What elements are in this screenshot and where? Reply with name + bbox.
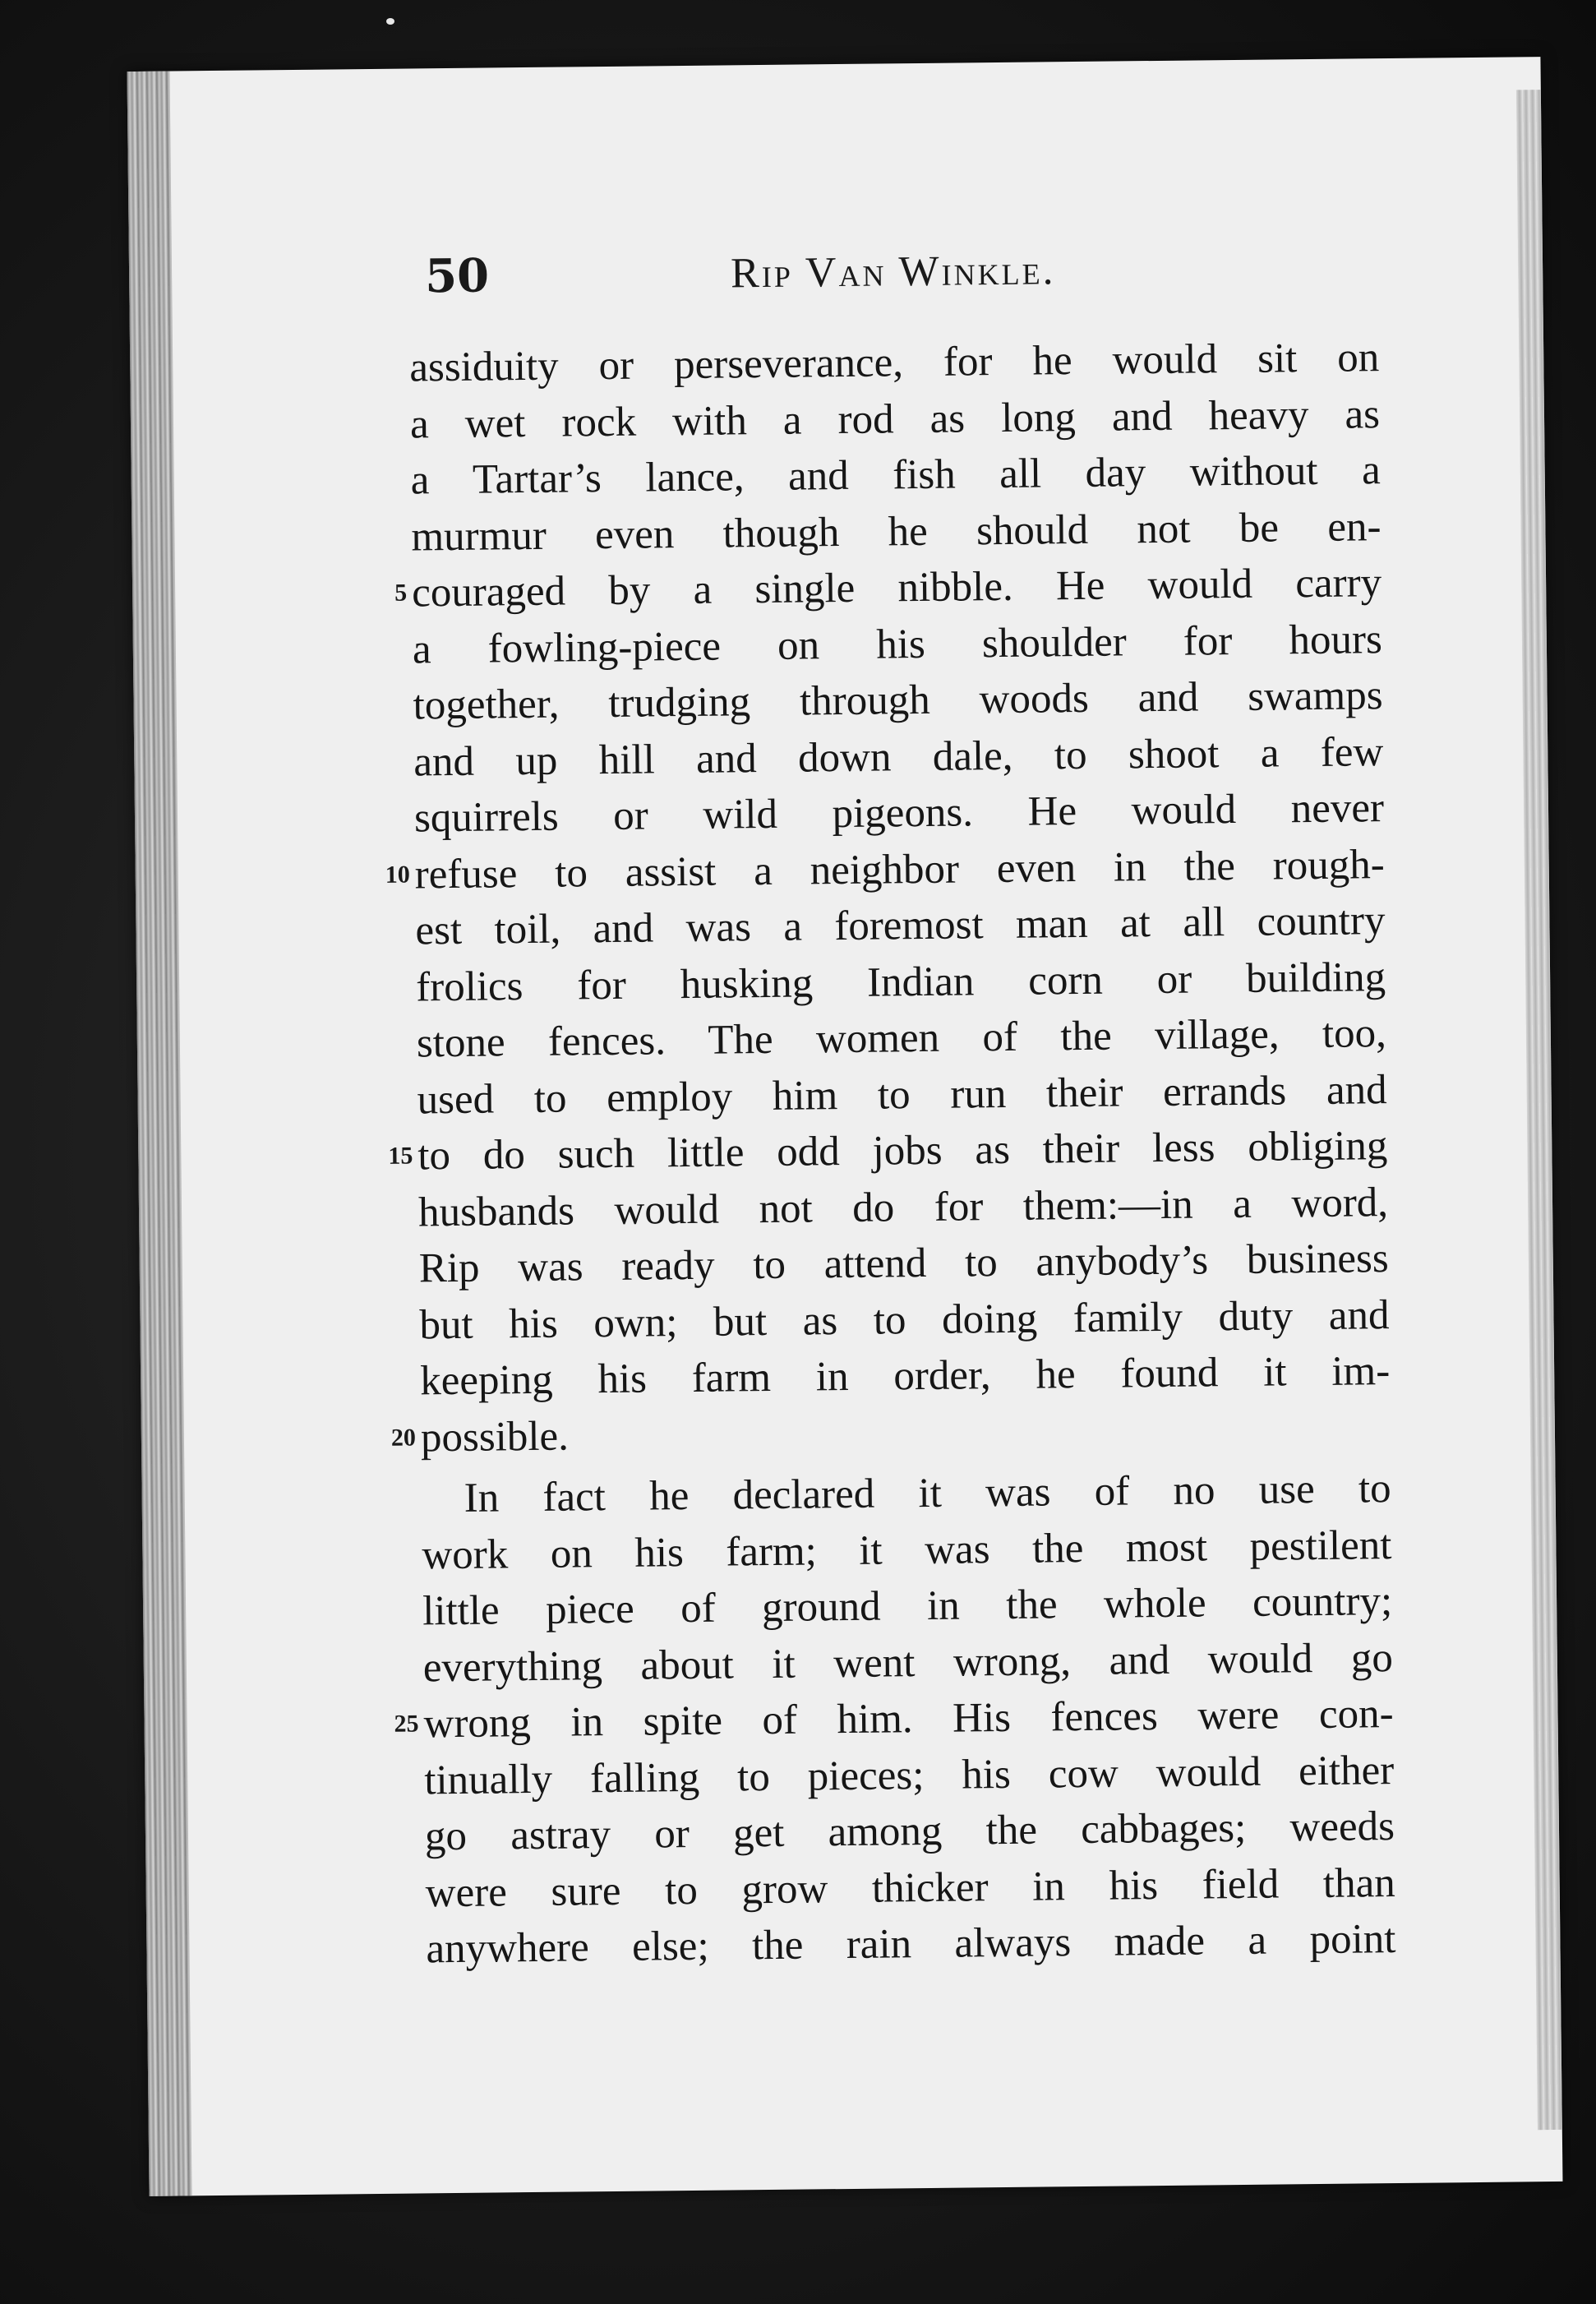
line-text: assiduity or perseverance, for he would sit on [409,335,1380,391]
line-text: possible. [420,1413,570,1461]
line-text: everything about it went wrong, and would go [422,1634,1394,1691]
line-text: refuse to assist a neighbor even in the rough- [414,841,1385,898]
text-line [413,667,1383,734]
line-number: 5 [394,579,408,607]
line-number [371,1072,412,1073]
text-line [414,780,1385,847]
line-text: wrong in spite of him. His fences were con- [423,1691,1394,1748]
line-text: frolics for husking Indian corn or building [415,953,1386,1010]
line-number [379,1808,420,1809]
text-line [425,1798,1395,1865]
line-number: 25 [394,1710,419,1738]
text-line [425,1855,1395,1922]
line-number: 20 [390,1423,417,1452]
text-line [418,1230,1389,1297]
line-number: 10 [385,861,410,889]
line-text: to do such little odd jobs as their less obliging [417,1123,1388,1180]
line-number [364,453,405,454]
text-line [410,386,1381,453]
text-line [385,837,1385,903]
page-number: 50 [424,248,490,304]
line-text: est toil, and was a foremost man at all country [415,898,1386,954]
scan-speck [386,18,394,25]
text-line [415,893,1386,959]
text-line [390,1400,1391,1466]
text-line [426,1911,1396,1978]
line-text: work on his farm; it was the most pestilent [422,1521,1392,1578]
text-line [394,1686,1394,1752]
line-text: a wet rock with a rod as long and heavy as [409,390,1381,447]
text-line [388,1118,1388,1184]
running-title: Rip Van Winkle. [730,247,1056,298]
line-number [367,734,408,735]
page-header [129,238,1543,318]
text-line [411,499,1382,566]
line-number [380,1921,421,1922]
line-text: little piece of ground in the whole country; [422,1578,1393,1635]
line-number [374,1353,415,1354]
text-line [422,1517,1392,1584]
text-line [419,1287,1390,1354]
line-number [373,1297,414,1298]
text-line [409,330,1380,396]
line-number [377,1640,418,1641]
text-line [413,612,1383,678]
line-text: used to employ him to run their errands and [417,1066,1387,1123]
text-line [417,1062,1387,1129]
text-line [423,1630,1394,1697]
line-text: together, trudging through woods and swamps [413,672,1383,729]
line-text: but his own; but as to doing family duty and [419,1291,1390,1348]
line-number [364,396,405,397]
line-text: a Tartar’s lance, and fish all day without a [410,447,1381,504]
line-text: keeping his farm in order, he found it im- [419,1348,1391,1405]
line-number [376,1527,417,1528]
text-line [413,724,1384,791]
text-line [410,442,1381,509]
line-text: husbands would not do for them:—in a word, [417,1179,1389,1235]
line-text: a fowling-piece on his shoulder for hours [412,616,1383,672]
line-text: couraged by a single nibble. He would carry [411,560,1382,616]
line-number [363,340,404,341]
text-line [420,1343,1391,1410]
line-text: anywhere else; the rain always made a point [426,1916,1396,1973]
line-number [371,1016,412,1017]
text-line [394,555,1382,621]
line-text: Rip was ready to attend to anybody’s business [418,1235,1390,1292]
line-number: 15 [388,1142,413,1170]
line-text: murmur even though he should not be en- [411,503,1382,560]
line-text: squirrels or wild pigeons. He would never [413,785,1385,842]
line-text: and up hill and down dale, to shoot a few [413,728,1384,785]
line-number [370,959,411,960]
line-number [379,1865,420,1866]
line-text: stone fences. The women of the village, too, [416,1010,1387,1067]
line-number [367,678,408,679]
text-line [417,1005,1387,1072]
text-line [421,1461,1391,1527]
line-number [376,1583,417,1584]
line-number [365,509,406,510]
book-page [127,57,1563,2196]
text-line [422,1573,1393,1640]
line-text: In fact he declared it was of no use to [464,1466,1391,1521]
line-number [372,1241,413,1242]
line-text: go astray or get among the cabbages; weeds [424,1803,1395,1860]
text-line [418,1175,1389,1241]
line-text: were sure to grow thicker in his field than [425,1859,1395,1916]
text-line [416,949,1386,1016]
line-number [368,791,409,792]
line-text: tinually falling to pieces; his cow would either [424,1747,1395,1803]
body-text [385,330,1396,1978]
text-line [424,1743,1395,1809]
